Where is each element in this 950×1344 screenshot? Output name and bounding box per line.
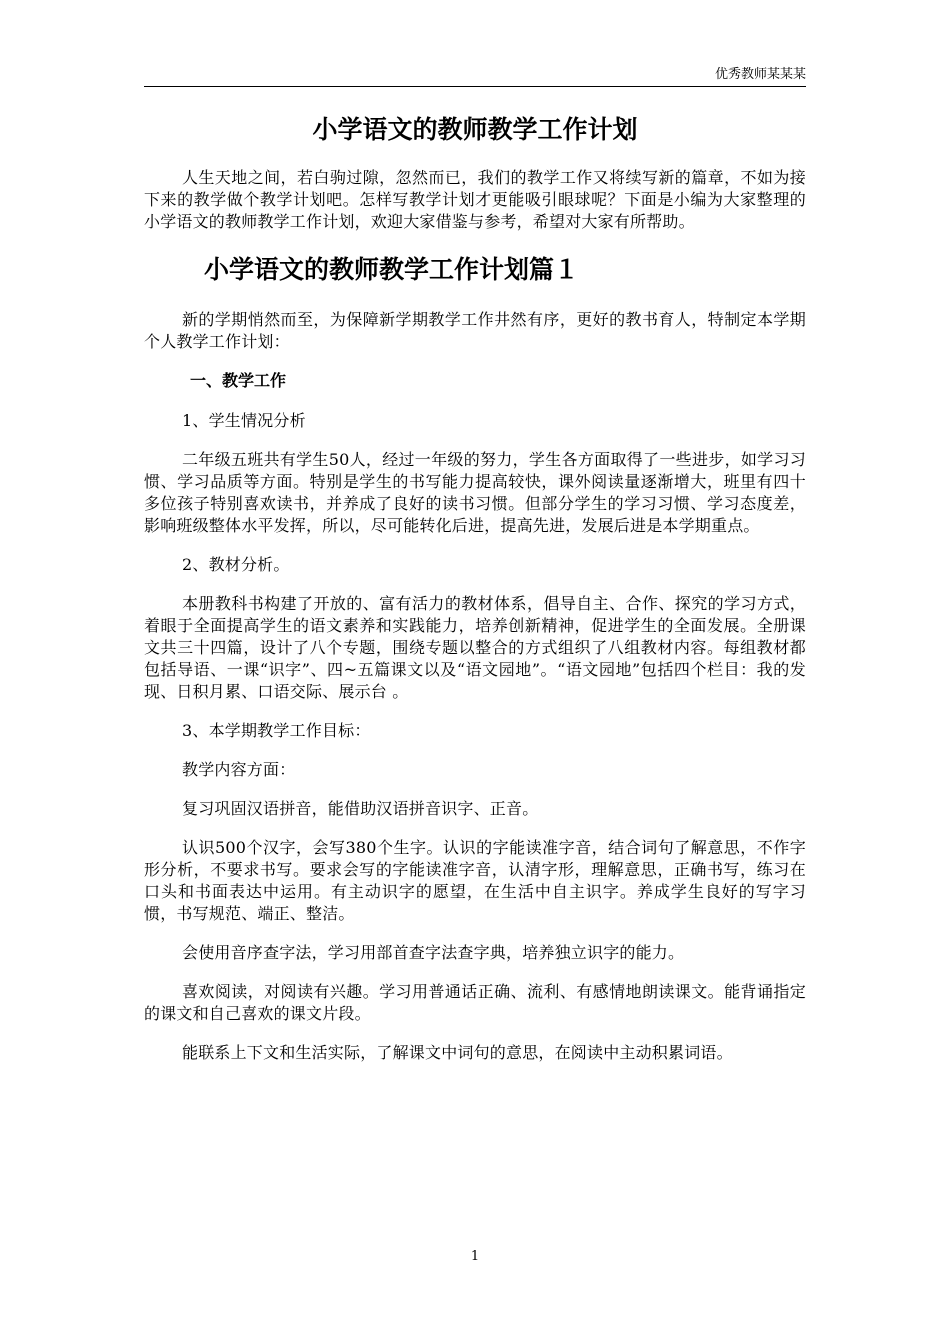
intro-paragraph: 人生天地之间，若白驹过隙，忽然而已，我们的教学工作又将续写新的篇章，不如为接下来的教学做个教学计划吧。怎样写教学计划才更能吸引眼球呢？下面是小编为大家整理的小学语文的教师教学工作计划，欢迎大家借鉴与参考，希望对大家有所帮助。 [144, 168, 806, 231]
heading-teaching-work: 一、教学工作 [190, 371, 287, 390]
document-body [144, 113, 806, 1081]
header-divider [144, 86, 806, 87]
section-title: 小学语文的教师教学工作计划篇１ [204, 255, 580, 284]
page-number: 1 [470, 1249, 480, 1264]
context-paragraph: 能联系上下文和生活实际，了解课文中词句的意思，在阅读中主动积累词语。 [182, 1043, 733, 1062]
characters-paragraph: 认识500个汉字，会写380个生字。认识的字能读准字音，结合词句了解意思，不作字形分析，不要求书写。要求会写的字能读准字音，认清字形，理解意思，正确书写，练习在口头和书面表达中运用。有主动识字的愿望，在生活中自主识字。养成学生良好的写字习惯，书写规范、端正、整洁。 [144, 838, 806, 923]
dictionary-paragraph: 会使用音序查字法，学习用部首查字法查字典，培养独立识字的能力。 [182, 943, 685, 962]
item-goals: 3、本学期教学工作目标： [182, 721, 371, 740]
header-author: 优秀教师某某某 [714, 67, 806, 82]
textbook-analysis-paragraph: 本册教科书构建了开放的、富有活力的教材体系，倡导自主、合作、探究的学习方式，着眼于全面提高学生的语文素养和实践能力，培养创新精神，促进学生的全面发展。全册课文共三十四篇，设计了八个专题，围绕专题以整合的方式组织了八组教材内容。每组教材都包括导语、一课“识字”、四~五篇课文以及“语文园地”。“语文园地”包括四个栏目：我的发现、日积月累、口语交际、展示台 。 [144, 594, 806, 701]
item-textbook-analysis: 2、教材分析。 [182, 555, 290, 574]
document-title: 小学语文的教师教学工作计划 [312, 115, 638, 144]
opening-paragraph: 新的学期悄然而至，为保障新学期教学工作井然有序，更好的教书育人，特制定本学期个人教学工作计划： [144, 310, 806, 351]
pinyin-paragraph: 复习巩固汉语拼音，能借助汉语拼音识字、正音。 [182, 799, 539, 818]
item-student-analysis: 1、学生情况分析 [182, 411, 306, 430]
reading-paragraph: 喜欢阅读，对阅读有兴趣。学习用普通话正确、流利、有感情地朗读课文。能背诵指定的课文和自己喜欢的课文片段。 [144, 982, 806, 1023]
student-analysis-paragraph: 二年级五班共有学生50人，经过一年级的努力，学生各方面取得了一些进步，如学习习惯、学习品质等方面。特别是学生的书写能力提高较快，课外阅读量逐渐增大，班里有四十多位孩子特别喜欢读书，并养成了良好的读书习惯。但部分学生的学习习惯、学习态度差，影响班级整体水平发挥，所以，尽可能转化后进，提高先进，发展后进是本学期重点。 [144, 450, 806, 535]
content-aspect-label: 教学内容方面： [182, 760, 296, 779]
